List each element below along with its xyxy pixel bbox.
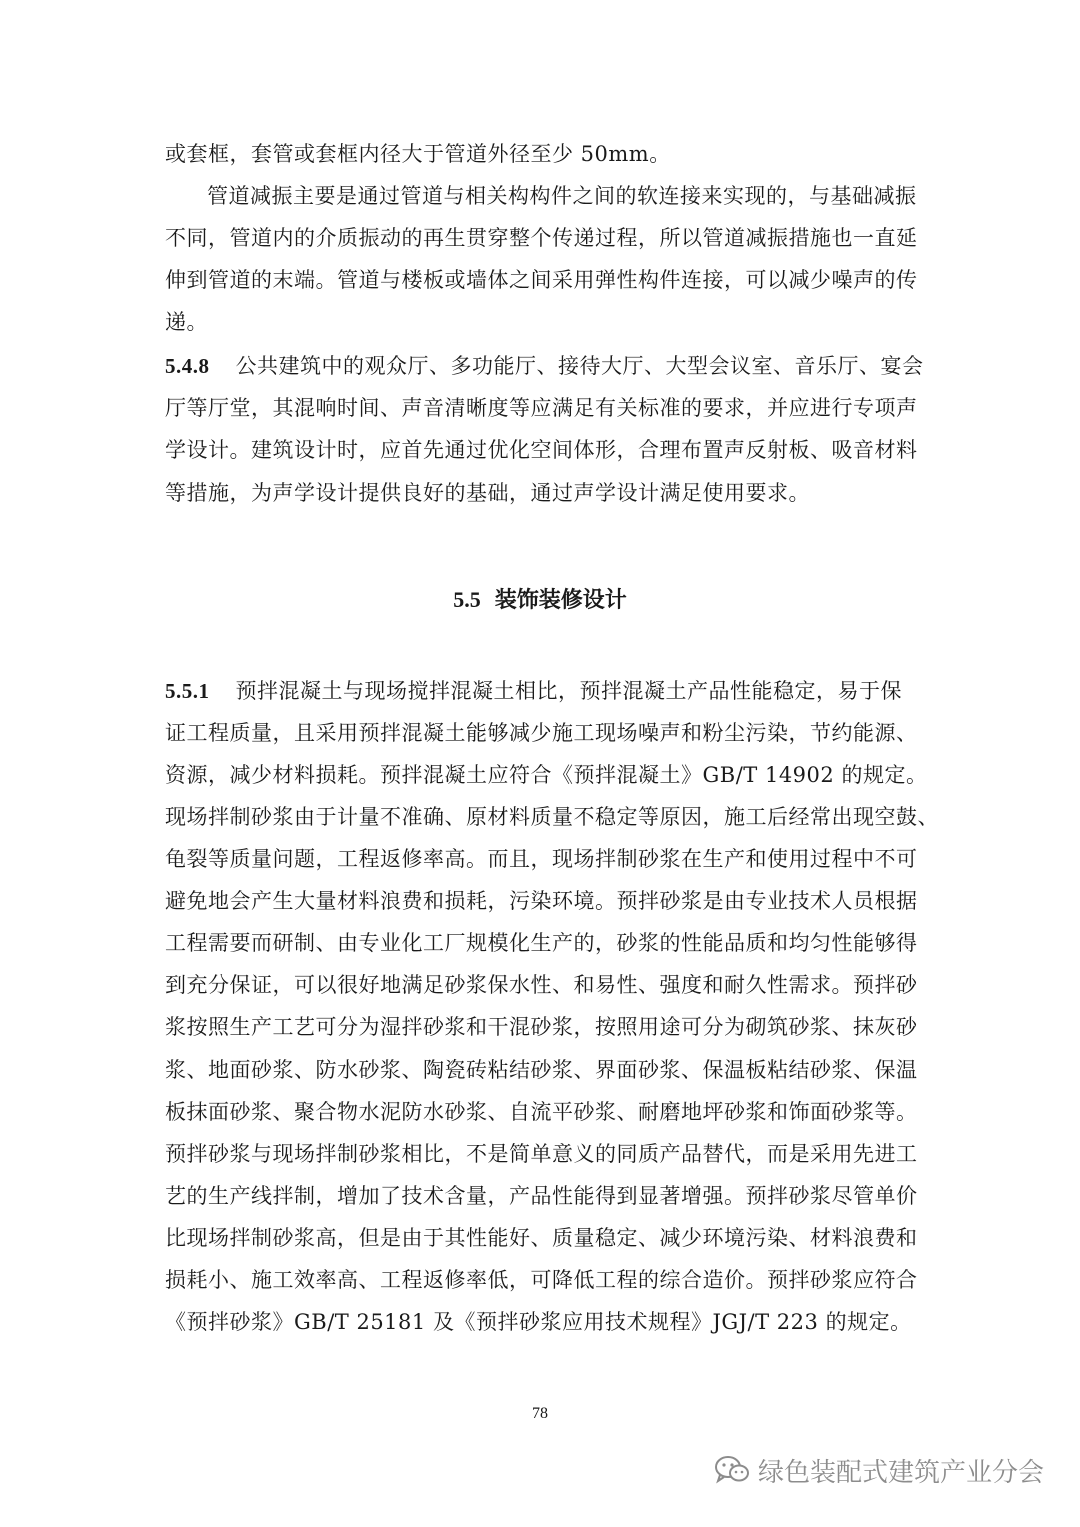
text-line: 龟裂等质量问题，工程返修率高。而且，现场拌制砂浆在生产和使用过程中不可 (165, 847, 918, 871)
section-title: 装饰装修设计 (494, 588, 627, 613)
text-line: 公共建筑中的观众厅、多功能厅、接待大厅、大型会议室、音乐厅、宴会 (235, 354, 924, 378)
text-line: 板抹面砂浆、聚合物水泥防水砂浆、自流平砂浆、耐磨地坪砂浆和饰面砂浆等。 (165, 1100, 918, 1124)
text-line: 递。 (165, 310, 208, 334)
clause-number: 5.5.1 (165, 679, 210, 703)
clause-5-4-8-first-line (165, 346, 924, 386)
clause-5-5-1-first-line (165, 671, 902, 711)
clause-number: 5.4.8 (165, 354, 210, 378)
text-line: 浆、地面砂浆、防水砂浆、陶瓷砖粘结砂浆、界面砂浆、保温板粘结砂浆、保温 (165, 1058, 918, 1082)
watermark (714, 1452, 1044, 1488)
text-line: 证工程质量，且采用预拌混凝土能够减少施工现场噪声和粉尘污染，节约能源、 (165, 721, 918, 745)
text-line: 预拌砂浆与现场拌制砂浆相比，不是简单意义的同质产品替代，而是采用先进工 (165, 1142, 918, 1166)
text-line: 不同，管道内的介质振动的再生贯穿整个传递过程，所以管道减振措施也一直延 (165, 226, 918, 250)
text-line: 预拌混凝土与现场搅拌混凝土相比，预拌混凝土产品性能稳定，易于保 (235, 679, 902, 703)
text-line: 浆按照生产工艺可分为湿拌砂浆和干混砂浆，按照用途可分为砌筑砂浆、抹灰砂 (165, 1015, 918, 1039)
text-line: 学设计。建筑设计时，应首先通过优化空间体形，合理布置声反射板、吸音材料 (165, 438, 918, 462)
text-line: 到充分保证，可以很好地满足砂浆保水性、和易性、强度和耐久性需求。预拌砂 (165, 973, 918, 997)
section-number: 5.5 (453, 587, 481, 612)
wechat-icon (714, 1455, 750, 1485)
text-line: 损耗小、施工效率高、工程返修率低，可降低工程的综合造价。预拌砂浆应符合 (165, 1268, 918, 1292)
section-heading (0, 580, 1080, 620)
text-line: 管道减振主要是通过管道与相关构构件之间的软连接来实现的，与基础减振 (207, 184, 917, 208)
text-line: 工程需要而研制、由专业化工厂规模化生产的，砂浆的性能品质和均匀性能够得 (165, 931, 918, 955)
text-line: 比现场拌制砂浆高，但是由于其性能好、质量稳定、减少环境污染、材料浪费和 (165, 1226, 918, 1250)
text-line: 或套框，套管或套框内径大于管道外径至少 50mm。 (165, 142, 671, 166)
text-line: 等措施，为声学设计提供良好的基础，通过声学设计满足使用要求。 (165, 481, 810, 505)
text-line: 避免地会产生大量材料浪费和损耗，污染环境。预拌砂浆是由专业技术人员根据 (165, 889, 918, 913)
text-line: 伸到管道的末端。管道与楼板或墙体之间采用弹性构件连接，可以减少噪声的传 (165, 268, 918, 292)
text-line: 艺的生产线拌制，增加了技术含量，产品性能得到显著增强。预拌砂浆尽管单价 (165, 1184, 918, 1208)
watermark-text: 绿色装配式建筑产业分会 (757, 1457, 1044, 1488)
page-number: 78 (532, 1405, 548, 1422)
text-line: 《预拌砂浆》GB/T 25181 及《预拌砂浆应用技术规程》JGJ/T 223 的规定。 (165, 1310, 912, 1334)
text-line: 资源，减少材料损耗。预拌混凝土应符合《预拌混凝土》GB/T 14902 的规定。 (165, 763, 928, 787)
text-line: 现场拌制砂浆由于计量不准确、原材料质量不稳定等原因，施工后经常出现空鼓、 (165, 805, 939, 829)
text-line: 厅等厅堂，其混响时间、声音清晰度等应满足有关标准的要求，并应进行专项声 (165, 396, 918, 420)
